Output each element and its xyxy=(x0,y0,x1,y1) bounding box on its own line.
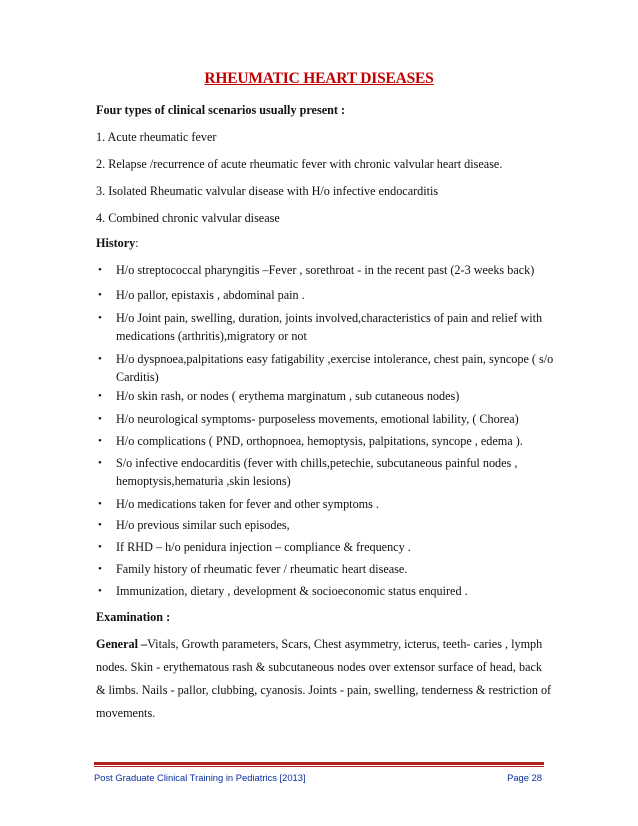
bullet-icon: • xyxy=(98,264,102,276)
scenario-4: 4. Combined chronic valvular disease xyxy=(96,211,280,225)
history-heading-line xyxy=(96,236,139,251)
history-item-1: H/o streptococcal pharyngitis –Fever , sorethroat - in the recent past (2-3 weeks back) xyxy=(116,263,535,277)
bullet-icon: • xyxy=(98,312,102,324)
history-item-12: Family history of rheumatic fever / rheumatic heart disease. xyxy=(116,562,408,576)
bullet-icon: • xyxy=(98,435,102,447)
history-item-3-cont: medications (arthritis),migratory or not xyxy=(116,329,307,343)
history-item-2: H/o pallor, epistaxis , abdominal pain . xyxy=(116,288,305,302)
scenario-3: 3. Isolated Rheumatic valvular disease with H/o infective endocarditis xyxy=(96,184,439,198)
bullet-icon: • xyxy=(98,498,102,510)
bullet-icon: • xyxy=(98,353,102,365)
footer-rule xyxy=(94,762,544,765)
history-item-5: H/o skin rash, or nodes ( erythema marginatum , sub cutaneous nodes) xyxy=(116,389,460,403)
footer-title: Post Graduate Clinical Training in Pediatrics [2013] xyxy=(94,772,306,783)
history-heading: History xyxy=(96,236,136,250)
history-item-4: H/o dyspnoea,palpitations easy fatigability ,exercise intolerance, chest pain, syncope ( s/o xyxy=(116,352,554,366)
bullet-icon: • xyxy=(98,390,102,402)
general-line-4: movements. xyxy=(96,706,156,720)
footer-rule-thin xyxy=(94,766,544,767)
history-item-6: H/o neurological symptoms- purposeless movements, emotional lability, ( Chorea) xyxy=(116,412,519,426)
history-item-4-cont: Carditis) xyxy=(116,370,159,384)
history-item-3: H/o Joint pain, swelling, duration, joints involved,characteristics of pain and relief with xyxy=(116,311,543,325)
scenario-1: 1. Acute rheumatic fever xyxy=(96,130,217,144)
history-item-8-cont: hemoptysis,hematuria ,skin lesions) xyxy=(116,474,291,488)
bullet-icon: • xyxy=(98,563,102,575)
bullet-icon: • xyxy=(98,585,102,597)
history-item-13: Immunization, dietary , development & socioeconomic status enquired . xyxy=(116,584,468,598)
general-label: General – xyxy=(96,637,148,651)
general-line-2: nodes. Skin - erythematous rash & subcutaneous nodes over extensor surface of head, back xyxy=(96,660,542,674)
general-line-3: & limbs. Nails - pallor, clubbing, cyanosis. Joints - pain, swelling, tenderness & restriction of xyxy=(96,683,552,697)
history-item-9: H/o medications taken for fever and other symptoms . xyxy=(116,497,379,511)
general-line-1 xyxy=(96,637,542,652)
bullet-icon: • xyxy=(98,457,102,469)
scenario-2: 2. Relapse /recurrence of acute rheumatic fever with chronic valvular heart disease. xyxy=(96,157,503,171)
page-title: RHEUMATIC HEART DISEASES xyxy=(204,70,434,87)
bullet-icon: • xyxy=(98,541,102,553)
general-line-1-text: Vitals, Growth parameters, Scars, Chest asymmetry, icterus, teeth- caries , lymph xyxy=(147,637,543,651)
page-number: Page 28 xyxy=(507,772,542,783)
history-item-10: H/o previous similar such episodes, xyxy=(116,518,290,532)
bullet-icon: • xyxy=(98,413,102,425)
history-colon: : xyxy=(135,236,139,250)
examination-heading: Examination : xyxy=(96,610,171,624)
history-item-8: S/o infective endocarditis (fever with chills,petechie, subcutaneous painful nodes , xyxy=(116,456,518,470)
history-item-11: If RHD – h/o penidura injection – compliance & frequency . xyxy=(116,540,411,554)
intro-heading: Four types of clinical scenarios usually present : xyxy=(96,103,346,117)
bullet-icon: • xyxy=(98,289,102,301)
bullet-icon: • xyxy=(98,519,102,531)
history-item-7: H/o complications ( PND, orthopnoea, hemoptysis, palpitations, syncope , edema ). xyxy=(116,434,523,448)
